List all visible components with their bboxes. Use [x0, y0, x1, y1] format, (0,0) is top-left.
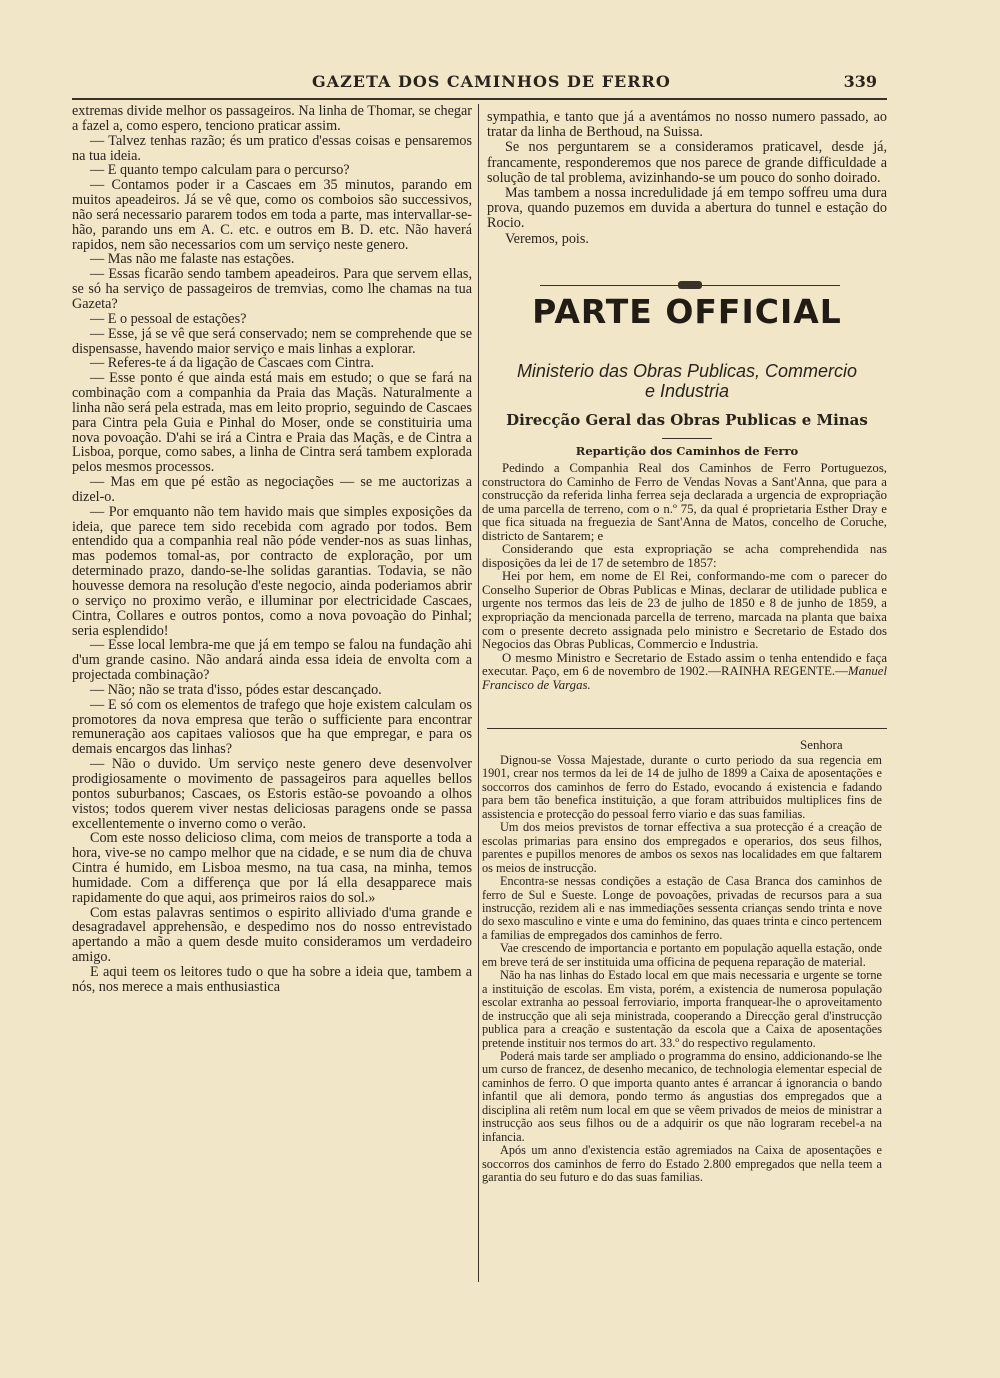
paragraph: Se nos perguntarem se a consideramos praticavel, desde já, francamente, responderemos que nos parece de grande difficuldade a solução de tal problema, avizinhando-se um pouco do sonho doirado.	[487, 139, 887, 186]
left-column	[72, 104, 472, 995]
paragraph: Pedindo a Companhia Real dos Caminhos de Ferro Portuguezos, constructora do Caminho de Ferro de Vendas Novas a Sant'Anna, que para a construcção da referida linha ferrea seja declarada a urgencia de expropriação de uma parcella de terreno, com o n.º 75, da qual é proprietaria Esther Dray e que fica situada na freguezia de Sant'Anna de Matos, concelho de Coruche, districto de Santarem; e	[482, 461, 887, 543]
paragraph: Vae crescendo de importancia e portanto em população aquella estação, onde em breve terá de ser instituida uma officina de pequena reparação de material.	[482, 941, 882, 969]
paragraph: — E o pessoal de estações?	[90, 310, 247, 327]
section-title: PARTE OFFICIAL	[532, 292, 842, 331]
paragraph: — Não; não se trata d'isso, pódes estar descançado.	[90, 681, 382, 698]
paragraph: Mas tambem a nossa incredulidade já em tempo soffreu uma dura prova, quando puzemos em duvida a abertura do tunnel e estação do Rocio.	[487, 185, 887, 232]
paragraph: sympathia, e tanto que já a aventámos no nosso numero passado, ao tratar da linha de Berthoud, na Suissa.	[487, 109, 887, 141]
paragraph	[482, 652, 887, 693]
paragraph: Veremos, pois.	[505, 230, 589, 247]
paragraph: Um dos meios previstos de tornar effectiva a sua protecção é a creação de escolas primarias para ensino dos empregados e operarios, dos seus filhos, parentes e pupillos menores de ambos os sexos nas localidades em que faltarem os meios de instrucção.	[482, 820, 882, 875]
paragraph: Com estas palavras sentimos o espirito alliviado d'uma grande e desagradavel apprehensão, e despedimo nos do nosso entrevistado apertando a mão a quem desde muito consideramos um verdadeiro amigo.	[72, 904, 472, 966]
paragraph: — Mas não me falaste nas estações.	[90, 251, 295, 268]
right-column-article-end	[487, 110, 887, 247]
paragraph: Com este nosso delicioso clima, com meios de transporte a toda a hora, vive-se no campo melhor que na cidade, e se num dia de chuva Cintra é humido, em Lisboa mesmo, na tua casa, na minha, temos humidade. Com a differença que por lá ella desapparece mais rapidamente do que aqui, aos primeiros raios do sol.»	[72, 830, 472, 906]
paragraph: — Esse, já se vê que será conservado; nem se comprehende que se dispensasse, havendo maior serviço e mais linhas a explorar.	[72, 325, 472, 357]
paragraph: — Esse ponto é que ainda está mais em estudo; o que se fará na combinação com a companhia da Praia das Maçãs. Naturalmente a linha não será pela estrada, mas em leito proprio, seguindo de Cascaes para Cintra pela Guia e Pinhal do Moser, onde se constituiria uma nova povoação. D'ahi se irá a Cintra e Praia das Maçãs, e de Cintra a Lisboa, porque, como sabes, a linha de Cintra será tambem explorada pelos mesmos processos.	[72, 370, 472, 476]
page-number: 339	[843, 72, 877, 91]
ministry-heading	[487, 361, 887, 401]
paragraph: — E só com os elementos de trafego que hoje existem calculam os promotores da nova empresa que terão o sufficiente para encontrar remuneração aos capitaes valiosos que ha que empregar, e para os demais encargos das linhas?	[72, 696, 472, 758]
ministry-line: e Industria	[644, 381, 730, 401]
paragraph: Dignou-se Vossa Majestade, durante o curto periodo da sua regencia em 1901, crear nos termos da lei de 14 de julho de 1899 a Caixa de aposentações e soccorros dos caminhos de ferro do Estado, evocando á existencia e fadando para bem tão benefica instituição, a que foram attribuidos multiplices fins de assistencia e protecção do pessoal ferro viario e das suas familias.	[482, 753, 882, 821]
ornamental-rule	[540, 281, 840, 289]
paragraph: Considerando que esta expropriação se acha comprehendida nas disposições da lei de 17 de setembro de 1857:	[482, 542, 887, 570]
paragraph: — E quanto tempo calculam para o percurso?	[90, 162, 350, 179]
paragraph: extremas divide melhor os passageiros. Na linha de Thomar, se chegar a fazel a, como espero, tenciono praticar assim.	[72, 103, 472, 134]
paragraph: Encontra-se nessas condições a estação de Casa Branca dos caminhos de ferro de Sul e Sueste. Longe de povoações, privadas de recursos para a sua instrucção, rezidem ali e nas immediações sessenta crianças sendo trinta e nove do sexo masculino e vinte e uma do feminino, das quaes trinta e cinco pertencem a familias de empregados dos caminhos de ferro.	[482, 874, 882, 942]
signature: Manuel Francisco de Vargas.	[482, 664, 887, 692]
salutation: Senhora	[800, 737, 843, 752]
paragraph: — Esse local lembra-me que já em tempo se falou na fundação ahi d'um grande casino. Não andará ainda essa ideia de envolta com a projectada combinação?	[72, 637, 472, 684]
page-header	[72, 70, 887, 100]
paragraph: — Talvez tenhas razão; és um pratico d'essas coisas e pensaremos na tua ideia.	[72, 132, 472, 164]
paragraph: — Contamos poder ir a Cascaes em 35 minutos, parando em muitos apeadeiros. Já se vê que, como os comboios são successivos, não será necessario pararem todos em toda a parte, mas intervallar-se-hão, parando uns em A. C. etc. e outros em B. D. etc. Não haverá rapidos, nem são necessarios com um serviço neste genero.	[72, 177, 472, 253]
paragraph: — Não o duvido. Um serviço neste genero deve desenvolver prodigiosamente o movimento de passageiros para aquelles bellos pontos suburbanos; Cascaes, os Estoris estão-se povoando a olhos vistos; todos querem viver nestas deliciosas paragens onde se passa excellentemente o inverno como o verão.	[72, 756, 472, 832]
short-divider	[662, 438, 712, 439]
report-text	[482, 754, 882, 1185]
section-divider	[487, 728, 887, 729]
paragraph: — Por emquanto não tem havido mais que simples exposições da ideia, que parece tem sido recebida com agrado por todos. Bem entendido qua a companhia real não póde vender-nos as suas linhas, mas podemos tomal-as, por contracto de exploração, por um determinado prazo, dando-se-lhe solidas garantias. Todavia, se não houvesse demora na resolução d'este negocio, ainda poderiamos abrir o serviço no proximo verão, e illuminar por electricidade Cascaes, Cintra, Collares e outros pontos, como a nova povoação do Pinhal; seria esplendido!	[72, 503, 472, 639]
ministry-line: Ministerio das Obras Publicas, Commercio	[516, 361, 858, 381]
paragraph: — Mas em que pé estão as negociações — se me auctorizas a dizel-o.	[72, 474, 472, 505]
paragraph: Após um anno d'existencia estão agremiados na Caixa de aposentações e soccorros dos caminhos de ferro do Estado 2.800 empregados que nella teem a garantia do seu futuro e do das suas familias.	[482, 1143, 882, 1185]
decree-text	[482, 462, 887, 692]
paragraph: Poderá mais tarde ser ampliado o programma do ensino, addicionando-se lhe um curso de francez, de desenho mecanico, de technologia elementar especial de caminhos de ferro. O que importa quanto antes é arrancar á ignorancia o bando infantil que ali demora, pondo termo ás angustias dos empregados que a disciplina ali retêm num local em que se vêem privados de meios de ministrar a instrucção aos seus filhos ou de a adquirir os que não lograram recebel-a na infancia.	[482, 1048, 882, 1144]
column-divider	[478, 104, 479, 1282]
paragraph: Hei por hem, em nome de El Rei, conformando-me com o parecer do Conselho Superior de Obras Publicas e Minas, declarar de utilidade publica e urgente nos termos das leis de 23 de julho de 1850 e 8 de junho de 1859, a expropriação da mencionada parcella de terreno, marcada na planta que baixa com o presente decreto assignada pelo ministro e Secretario de Estado dos Negocios das Obras Publicas, Commercio e Industria.	[482, 569, 887, 652]
paragraph: — Essas ficarão sendo tambem apeadeiros. Para que servem ellas, se só ha serviço de passageiros de tremvias, como lhe chamas na tua Gazeta?	[72, 266, 472, 312]
decree-closing: O mesmo Ministro e Secretario de Estado assim o tenha entendido e faça executar. Paço, em 6 de novembro de 1902.—RAINHA REGENTE.—	[482, 650, 887, 679]
directorate-heading: Direcção Geral das Obras Publicas e Minas	[506, 411, 868, 429]
publication-title: GAZETA DOS CAMINHOS DE FERRO	[312, 72, 671, 91]
paragraph: Não ha nas linhas do Estado local em que mais necessaria e urgente se torne a instituição de escolas. Em vista, porém, a existencia de numerosa população escolar extranha ao pessoal ferroviario, importa franquear-lhe o aproveitamento de instrucção que ali seja ministrada, cooperando a Direcção geral d'instrucção publica para a creação e sustentação da escola que a Caixa de aposentações pretende instituir nos termos do art. 33.º do respectivo regulamento.	[482, 968, 882, 1050]
paragraph: E aqui teem os leitores tudo o que ha sobre a ideia que, tambem a nós, nos merece a mais enthusiastica	[72, 963, 472, 995]
paragraph: — Referes-te á da ligação de Cascaes com Cintra.	[90, 355, 375, 372]
department-heading: Repartição dos Caminhos de Ferro	[575, 444, 799, 458]
